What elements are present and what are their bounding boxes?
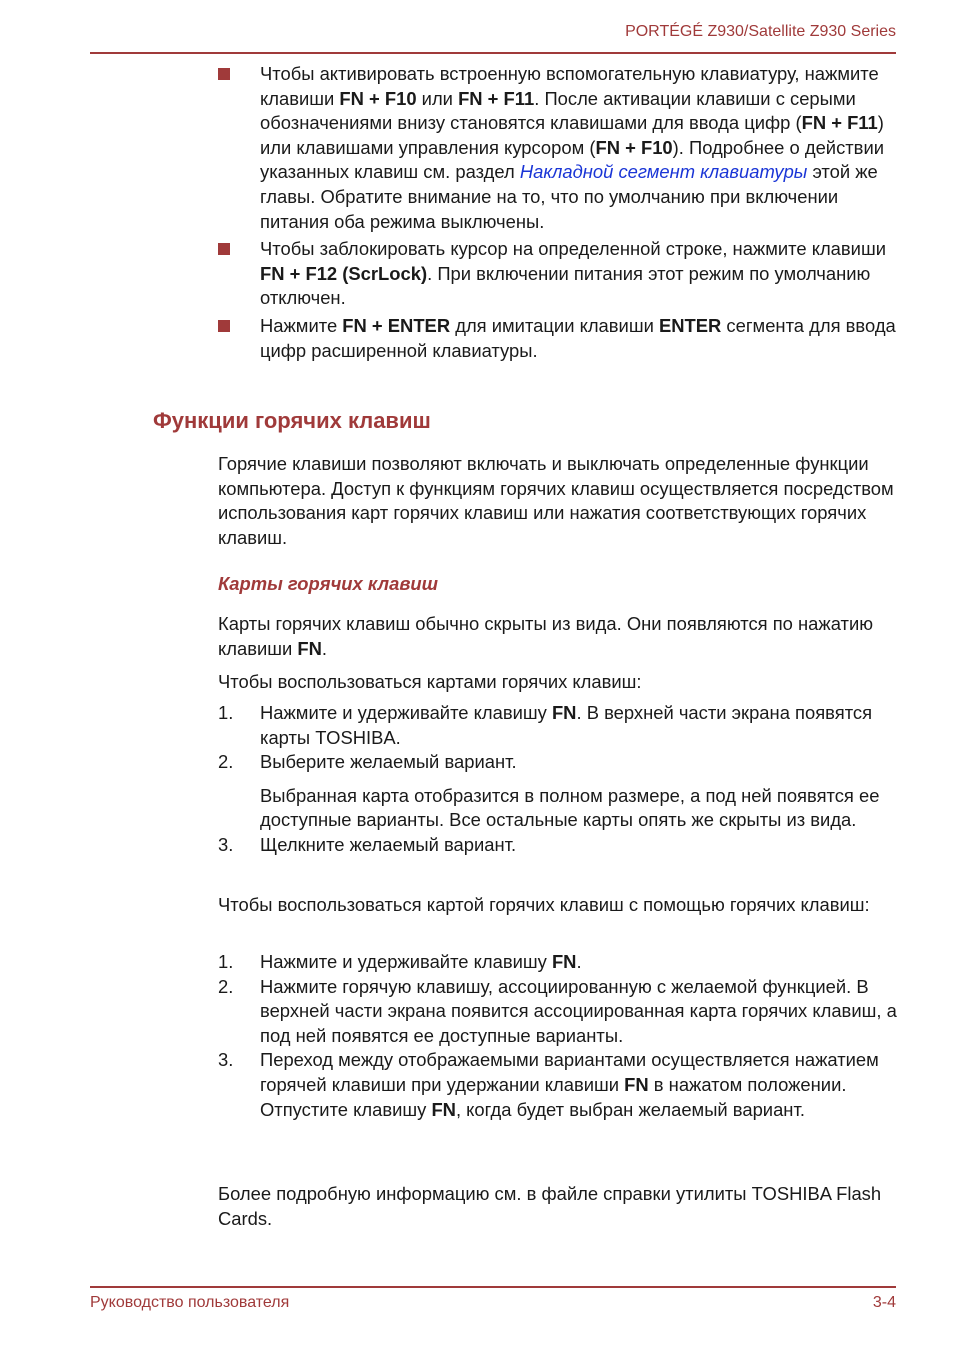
footer-title: Руководство пользователя bbox=[90, 1294, 290, 1311]
text: сегмента для ввода цифр расширенной клавиатуры. bbox=[260, 314, 896, 361]
list-item bbox=[218, 975, 908, 1049]
list-number: 2. bbox=[218, 751, 234, 773]
header-rule bbox=[90, 52, 896, 54]
key-combo: FN bbox=[624, 1073, 649, 1095]
footer-rule bbox=[90, 1286, 896, 1288]
list-item-note bbox=[218, 784, 908, 833]
key-combo: ENTER bbox=[658, 314, 722, 336]
page-number: 3-4 bbox=[872, 1294, 896, 1311]
numbered-list-2 bbox=[218, 950, 908, 1122]
text: Нажмите и удерживайте клавишу bbox=[260, 702, 552, 723]
section-intro: Горячие клавиши позволяют включать и выключать определенные функции компьютера. Доступ к функциям горячих клавиш осуществляется посредством использования карт горячих клавиш или нажатия соответствующих горячих клавиш. bbox=[218, 453, 894, 548]
key-combo: FN bbox=[551, 702, 577, 723]
text: в нажатом положении. Отпустите клавишу bbox=[260, 1073, 847, 1120]
text: Чтобы активировать встроенную вспомогательную клавиатуру, нажмите клавиши bbox=[260, 63, 879, 109]
square-bullet-icon bbox=[218, 320, 230, 332]
text: , когда будет выбран желаемый вариант. bbox=[455, 1098, 805, 1120]
text: Переход между отображаемыми вариантами осуществляется нажатием горячей клавиши при удержании клавиши bbox=[260, 1049, 879, 1095]
text: . При включении питания этот режим по умолчанию отключен. bbox=[260, 262, 871, 309]
square-bullet-icon bbox=[218, 68, 230, 80]
bullet-item bbox=[218, 62, 908, 234]
text: для имитации клавиши bbox=[450, 314, 659, 336]
bullet-item bbox=[218, 314, 908, 363]
text: Выбранная карта отобразится в полном размере, а под ней появятся ее доступные варианты. Все остальные карты опять же скрыты из вида. bbox=[260, 784, 880, 831]
text: Щелкните желаемый вариант. bbox=[260, 833, 517, 855]
text: . В верхней части экрана появятся карты TOSHIBA. bbox=[260, 702, 873, 748]
paragraph-3: Чтобы воспользоваться картой горячих клавиш с помощью горячих клавиш: bbox=[218, 894, 870, 915]
list-number: 1. bbox=[218, 702, 234, 723]
numbered-list-1 bbox=[218, 701, 908, 858]
square-bullet-icon bbox=[218, 243, 230, 255]
key-combo: FN + F12 (ScrLock) bbox=[260, 262, 428, 284]
list-item bbox=[218, 701, 908, 750]
text: или bbox=[416, 87, 459, 109]
bullet-item bbox=[218, 237, 908, 311]
key-combo: FN + F10 bbox=[339, 87, 417, 109]
key-combo: FN bbox=[431, 1098, 456, 1120]
paragraph-1: Карты горячих клавиш обычно скрыты из вида. Они появляются по нажатию клавиши FN. bbox=[218, 613, 874, 659]
bullet-list bbox=[218, 62, 908, 363]
text: Чтобы заблокировать курсор на определенной строке, нажмите клавиши bbox=[260, 238, 886, 260]
text: ). Подробнее о действии указанных клавиш см. раздел bbox=[260, 136, 885, 183]
key-combo: FN bbox=[551, 951, 577, 972]
text: Нажмите горячую клавишу, ассоциированную с желаемой функцией. В верхней части экрана появится ассоциированная карта горячих клавиш, а под ней появятся ее доступные варианты. bbox=[260, 975, 897, 1046]
text: . После активации клавиши с серыми обозначениями внизу становятся клавишами для ввода цифр ( bbox=[260, 87, 856, 134]
key-combo: FN + F11 bbox=[801, 112, 878, 134]
list-item bbox=[218, 1048, 908, 1122]
cross-reference-link[interactable]: Накладной сегмент клавиатуры bbox=[519, 161, 808, 183]
paragraph-4: Более подробную информацию см. в файле справки утилиты TOSHIBA Flash Cards. bbox=[218, 1183, 882, 1229]
text: Нажмите и удерживайте клавишу bbox=[260, 951, 552, 972]
list-item bbox=[218, 750, 908, 775]
text: Выберите желаемый вариант. bbox=[260, 751, 517, 773]
list-number: 1. bbox=[218, 951, 234, 972]
subsection-heading: Карты горячих клавиш bbox=[218, 573, 439, 594]
paragraph-2: Чтобы воспользоваться картами горячих клавиш: bbox=[218, 671, 642, 692]
section-heading: Функции горячих клавиш bbox=[153, 408, 431, 433]
text: ) или клавишами управления курсором ( bbox=[260, 112, 884, 158]
text: этой же главы. Обратите внимание на то, что по умолчанию при включении питания оба режима выключены. bbox=[260, 161, 878, 232]
list-number: 2. bbox=[218, 975, 234, 997]
list-number: 3. bbox=[218, 1049, 234, 1071]
text: . bbox=[576, 951, 582, 972]
list-number: 3. bbox=[218, 833, 234, 855]
text: Нажмите bbox=[260, 314, 343, 336]
key-combo: FN + F10 bbox=[595, 136, 673, 158]
running-header-title: PORTÉGÉ Z930/Satellite Z930 Series bbox=[625, 23, 896, 40]
key-combo: FN + ENTER bbox=[342, 314, 451, 336]
list-item bbox=[218, 833, 908, 858]
key-combo: FN + F11 bbox=[458, 87, 535, 109]
list-item bbox=[218, 950, 908, 975]
